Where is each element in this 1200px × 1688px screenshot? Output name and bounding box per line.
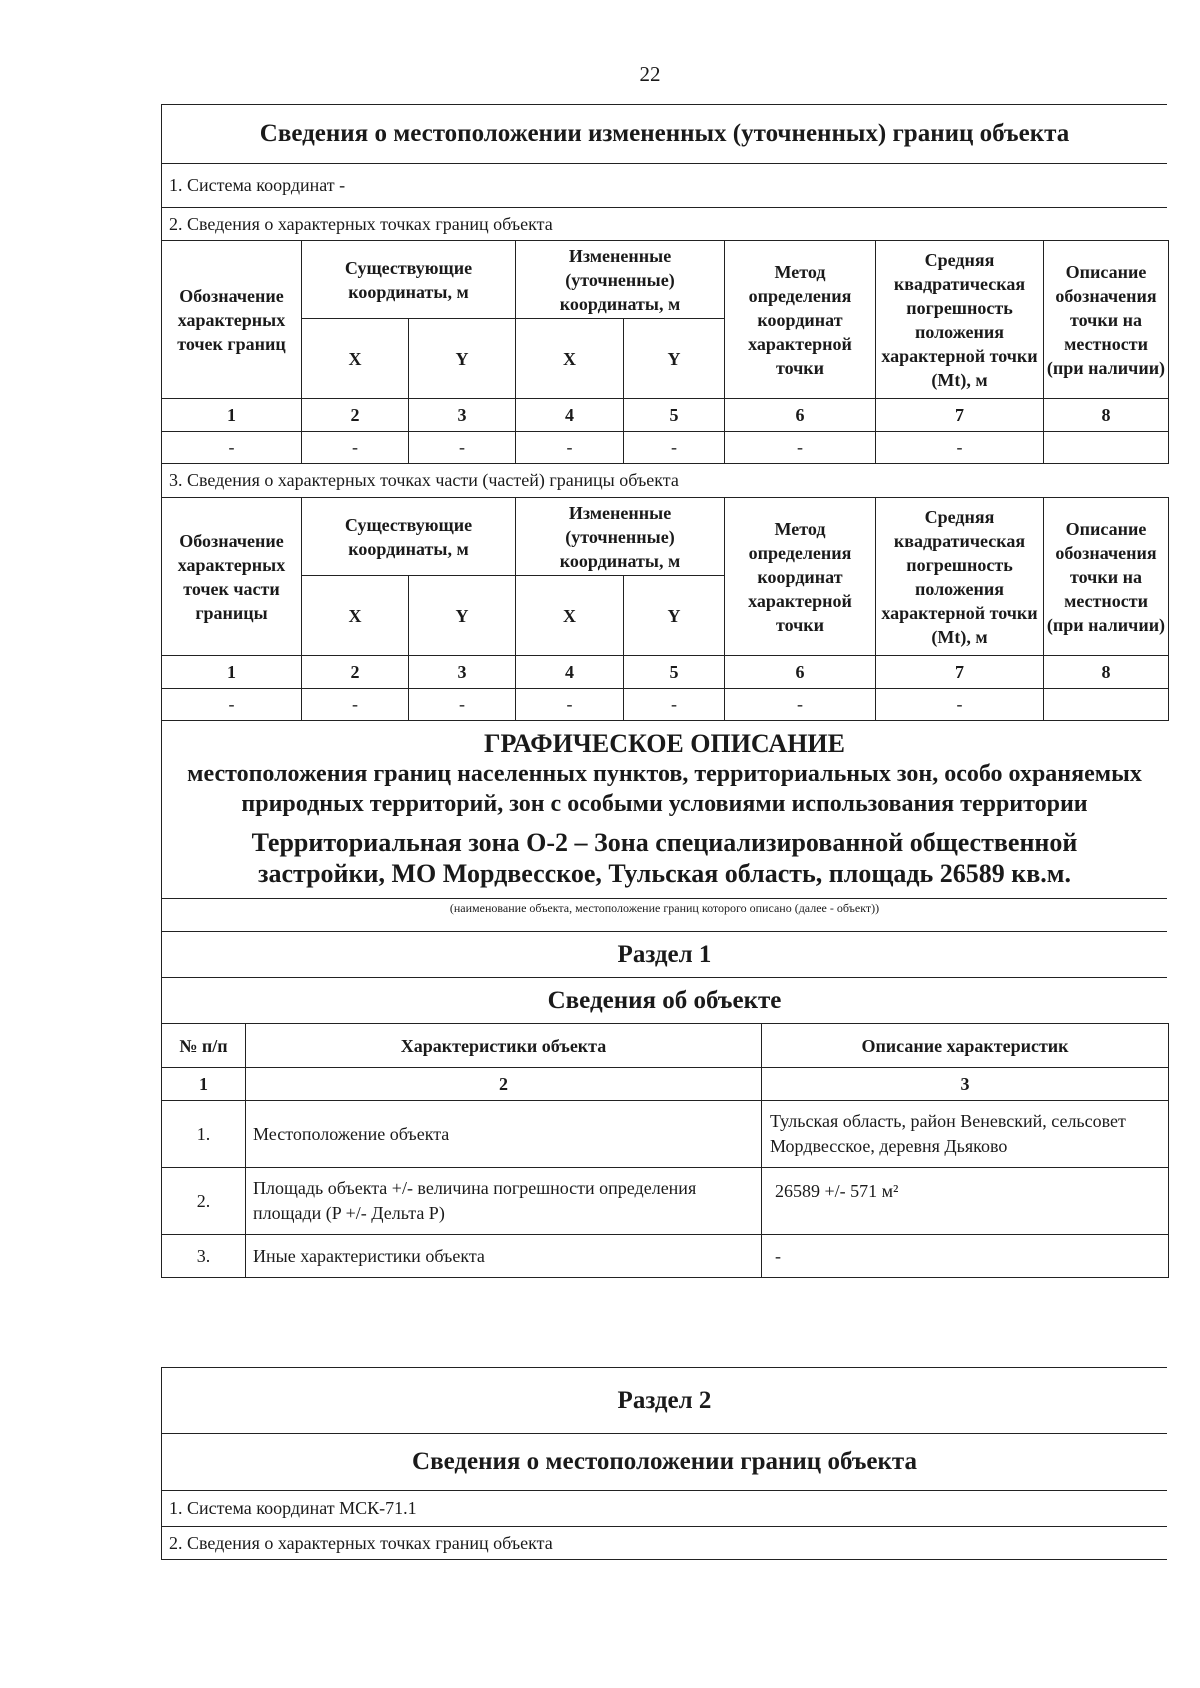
section2-title: Раздел 2: [162, 1368, 1167, 1434]
column-number: 8: [1044, 656, 1169, 689]
col-y-existing: Y: [409, 576, 516, 656]
zone-line-1: Территориальная зона О-2 – Зона специализированной общественной: [251, 828, 1078, 857]
graphic-heading: ГРАФИЧЕСКОЕ ОПИСАНИЕ: [484, 729, 845, 758]
table-cell: -: [409, 689, 516, 721]
table-cell: [1044, 689, 1169, 721]
column-number: 7: [876, 399, 1044, 432]
col-method: Метод определения координат характерной точки: [725, 241, 876, 399]
col-existing: Существующие координаты, м: [302, 498, 516, 576]
row-value: -: [762, 1235, 1169, 1278]
column-number: 3: [409, 399, 516, 432]
points-title-row: [162, 208, 1167, 240]
points-title-text: 2. Сведения о характерных точках границ объекта: [169, 213, 553, 234]
coord-system-text: 1. Система координат -: [169, 175, 346, 195]
row-value: Тульская область, район Веневский, сельсовет Мордвесское, деревня Дьяково: [762, 1101, 1169, 1168]
parts-title-text: 3. Сведения о характерных точках части (частей) границы объекта: [169, 470, 679, 490]
column-number: 2: [246, 1068, 762, 1101]
table-cell: -: [302, 689, 409, 721]
col-x-existing: X: [302, 319, 409, 399]
table-row: [162, 1168, 1169, 1235]
col-method: Метод определения координат характерной точки: [725, 498, 876, 656]
row-number: 1.: [162, 1101, 246, 1168]
row-number: 3.: [162, 1235, 246, 1278]
section2-points-title-row: [162, 1527, 1167, 1560]
section2-coord-system-row: [162, 1491, 1167, 1527]
column-number: 7: [876, 656, 1044, 689]
column-numbers-row: [162, 399, 1169, 432]
col-description: Описание обозначения точки на местности (при наличии): [1044, 498, 1169, 656]
table-cell: -: [516, 689, 624, 721]
table-cell: -: [624, 689, 725, 721]
column-number: 8: [1044, 399, 1169, 432]
graphic-subheading: местоположения границ населенных пунктов, территориальных зон, особо охраняемых природных территорий, зон с особыми условиями использования территории: [187, 761, 1142, 817]
table-cell: -: [409, 432, 516, 464]
col-characteristic: Характеристики объекта: [246, 1024, 762, 1068]
column-number: 2: [302, 656, 409, 689]
object-caption: (наименование объекта, местоположение границ которого описано (далее - объект)): [162, 899, 1167, 932]
column-number: 5: [624, 399, 725, 432]
table-row: [162, 1235, 1169, 1278]
table-cell: -: [725, 689, 876, 721]
row-name: Площадь объекта +/- величина погрешности определения площади (P +/- Дельта P): [246, 1168, 762, 1235]
col-x-changed: X: [516, 319, 624, 399]
section1-title: Раздел 1: [162, 932, 1167, 978]
row-name: Иные характеристики объекта: [246, 1235, 762, 1278]
graphic-description: [162, 721, 1167, 899]
column-number: 4: [516, 399, 624, 432]
section2-block: [161, 1367, 1167, 1560]
table-row: [162, 432, 1169, 464]
table-cell: [1044, 432, 1169, 464]
col-number: № п/п: [162, 1024, 246, 1068]
col-y-existing: Y: [409, 319, 516, 399]
col-changed: Измененные (уточненные) координаты, м: [516, 498, 725, 576]
row-name: Местоположение объекта: [246, 1101, 762, 1168]
table-cell: -: [876, 689, 1044, 721]
col-existing: Существующие координаты, м: [302, 241, 516, 319]
coord-system-row: [162, 164, 1167, 208]
col-designation: Обозначение характерных точек границ: [162, 241, 302, 399]
table-cell: -: [725, 432, 876, 464]
col-x-changed: X: [516, 576, 624, 656]
col-error: Средняя квадратическая погрешность положения характерной точки (Mt), м: [876, 498, 1044, 656]
col-description: Описание обозначения точки на местности (при наличии): [1044, 241, 1169, 399]
table-cell: -: [516, 432, 624, 464]
table-cell: -: [302, 432, 409, 464]
table-cell: -: [876, 432, 1044, 464]
column-number: 1: [162, 399, 302, 432]
col-y-changed: Y: [624, 576, 725, 656]
column-number: 5: [624, 656, 725, 689]
table-cell: -: [162, 432, 302, 464]
zone-line-2: застройки, МО Мордвесское, Тульская область, площадь 26589 кв.м.: [258, 859, 1071, 888]
object-table: [161, 1023, 1169, 1278]
changed-boundaries-title: Сведения о местоположении измененных (уточненных) границ объекта: [162, 105, 1167, 164]
column-number: 3: [762, 1068, 1169, 1101]
page-number: 22: [639, 62, 661, 86]
section2-points-title-text: 2. Сведения о характерных точках границ объекта: [169, 1532, 553, 1553]
column-numbers-row: [162, 656, 1169, 689]
section1-subtitle: Сведения об объекте: [547, 987, 782, 1014]
column-number: 1: [162, 1068, 246, 1101]
row-number: 2.: [162, 1168, 246, 1235]
column-number: 2: [302, 399, 409, 432]
parts-table: [161, 497, 1169, 721]
points-table: [161, 240, 1169, 464]
section2-subtitle: Сведения о местоположении границ объекта: [162, 1434, 1167, 1491]
col-x-existing: X: [302, 576, 409, 656]
column-number: 3: [409, 656, 516, 689]
row-value: 26589 +/- 571 м²: [762, 1168, 1169, 1235]
column-number: 6: [725, 656, 876, 689]
col-changed: Измененные (уточненные) координаты, м: [516, 241, 725, 319]
col-designation: Обозначение характерных точек части границы: [162, 498, 302, 656]
table-cell: -: [162, 689, 302, 721]
col-error: Средняя квадратическая погрешность положения характерной точки (Mt), м: [876, 241, 1044, 399]
column-numbers-row: [162, 1068, 1169, 1101]
column-number: 1: [162, 656, 302, 689]
table-cell: -: [624, 432, 725, 464]
column-number: 4: [516, 656, 624, 689]
column-number: 6: [725, 399, 876, 432]
table-row: [162, 1101, 1169, 1168]
col-y-changed: Y: [624, 319, 725, 399]
parts-title-row: [162, 464, 1167, 497]
table-row: [162, 689, 1169, 721]
col-characteristic-description: Описание характеристик: [762, 1024, 1169, 1068]
changed-boundaries-block: [161, 104, 1167, 1278]
section2-coord-system-text: 1. Система координат МСК-71.1: [169, 1498, 417, 1518]
